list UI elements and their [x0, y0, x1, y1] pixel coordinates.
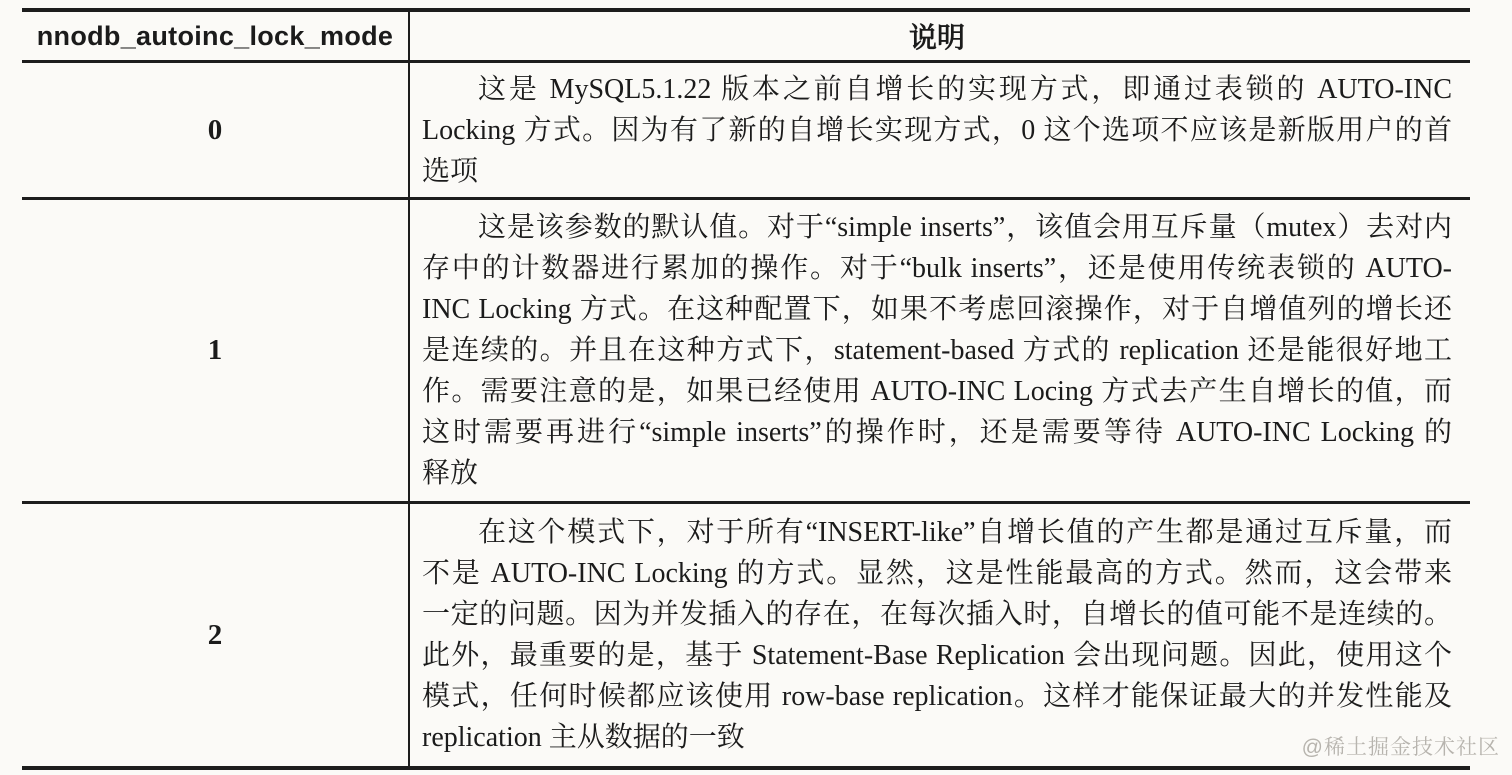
- table-row-mode-0: [22, 63, 1470, 200]
- desc-line: 这是该参数的默认值。对于“simple inserts”，该值会用互斥量（mutex）去对内: [478, 212, 1452, 243]
- mode-value: 1: [207, 334, 223, 366]
- parameter-column-title: nnodb_autoinc_lock_mode: [36, 20, 394, 51]
- desc-line: 这是 MySQL5.1.22 版本之前自增长的实现方式，即通过表锁的 AUTO-INC: [478, 73, 1452, 105]
- description-cell: [408, 63, 1470, 197]
- table-row-mode-2: [22, 504, 1470, 766]
- header-cell-parameter: [22, 12, 408, 60]
- desc-line: 作。需要注意的是，如果已经使用 AUTO-INC Locing 方式去产生自增长的值，而: [422, 376, 1452, 407]
- parameter-table: [22, 8, 1470, 770]
- desc-line: 存中的计数器进行累加的操作。对于“bulk inserts”，还是使用传统表锁的 AUTO-: [422, 253, 1452, 284]
- desc-line: 在这个模式下，对于所有“INSERT-like”自增长值的产生都是通过互斥量，而: [478, 517, 1452, 548]
- header-cell-description: [408, 12, 1470, 60]
- desc-line: Locking 方式。因为有了新的自增长实现方式，0 这个选项不应该是新版用户的首: [422, 114, 1452, 146]
- desc-line: 选项: [422, 155, 479, 187]
- desc-line: 释放: [422, 458, 479, 489]
- desc-line: 此外，最重要的是，基于 Statement-Base Replication 会出现问题。因此，使用这个: [422, 640, 1452, 671]
- description-cell: [408, 200, 1470, 501]
- description-column-title: 说明: [908, 22, 965, 53]
- value-cell: [22, 63, 408, 197]
- description-cell: [408, 504, 1470, 766]
- value-cell: [22, 504, 408, 766]
- desc-line: replication 主从数据的一致: [422, 722, 745, 753]
- table-row-mode-1: [22, 200, 1470, 504]
- juejin-watermark: @稀土掘金技术社区: [1301, 736, 1500, 759]
- desc-line: 模式，任何时候都应该使用 row-base replication。这样才能保证最大的并发性能及: [422, 681, 1452, 712]
- desc-line: 不是 AUTO-INC Locking 的方式。显然，这是性能最高的方式。然而，这会带来: [422, 558, 1452, 589]
- desc-line: 是连续的。并且在这种方式下，statement-based 方式的 replication 还是能很好地工: [422, 335, 1452, 366]
- desc-line: 这时需要再进行“simple inserts”的操作时，还是需要等待 AUTO-INC Locking 的: [422, 417, 1452, 448]
- mode-value: 0: [207, 113, 223, 146]
- mode-value: 2: [207, 618, 223, 651]
- desc-line: 一定的问题。因为并发插入的存在，在每次插入时，自增长的值可能不是连续的。: [422, 599, 1452, 630]
- value-cell: [22, 200, 408, 501]
- table-header-row: [22, 12, 1470, 63]
- desc-line: INC Locking 方式。在这种配置下，如果不考虑回滚操作，对于自增值列的增长还: [422, 294, 1452, 325]
